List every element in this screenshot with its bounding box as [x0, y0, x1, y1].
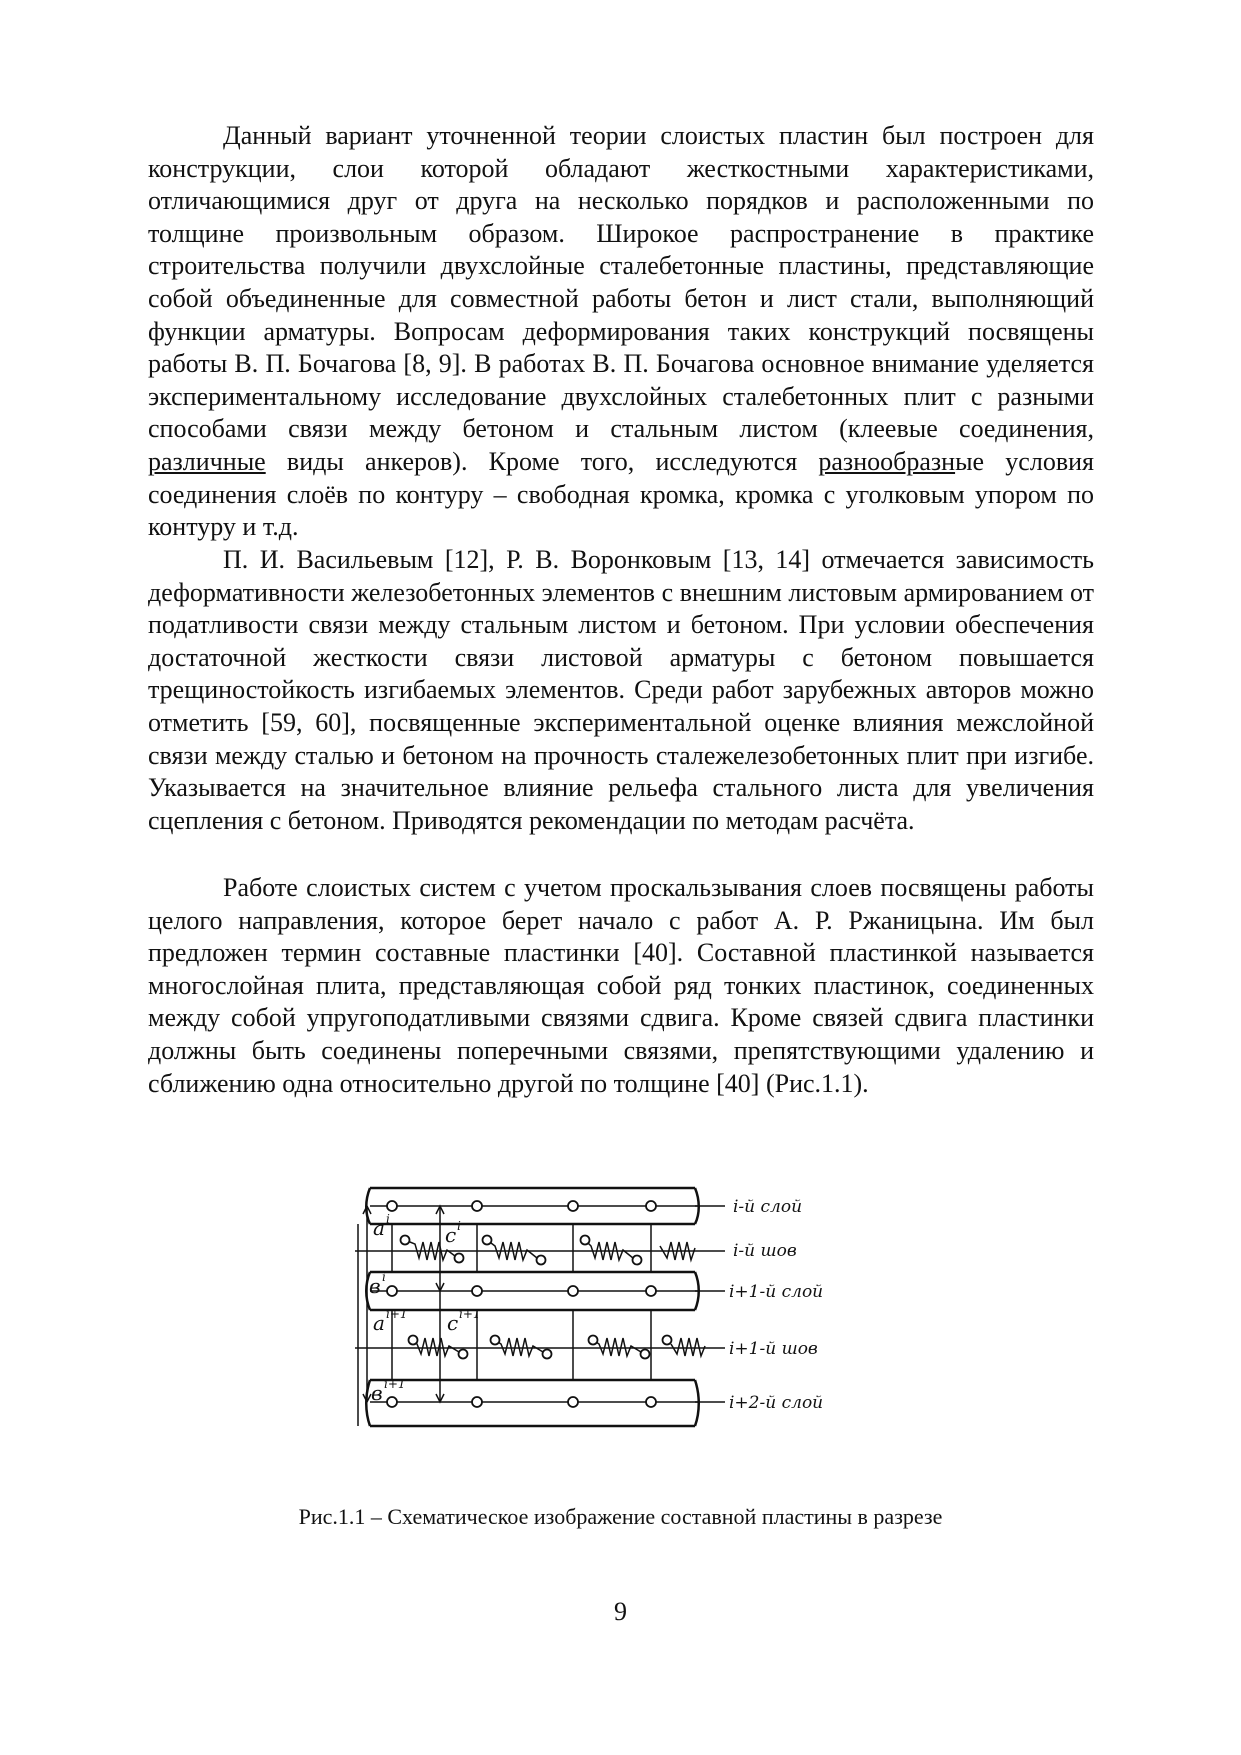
composite-plate-diagram [355, 1180, 915, 1480]
shear-spring [585, 1240, 633, 1260]
node-circle [646, 1286, 656, 1296]
spring-end-circle [581, 1236, 590, 1245]
node-circle [568, 1286, 578, 1296]
spring-end-circle [409, 1336, 418, 1345]
label-seam-i: i-й шов [733, 1241, 797, 1261]
node-circle [387, 1286, 397, 1296]
shear-spring [495, 1338, 543, 1356]
spring-end-circle [641, 1350, 650, 1359]
spring-end-circle [491, 1336, 500, 1345]
shear-spring [413, 1338, 459, 1356]
node-circle [568, 1397, 578, 1407]
node-circle [472, 1286, 482, 1296]
symbol-b-i1: в [371, 1381, 383, 1405]
page-number: 9 [614, 1597, 627, 1626]
node-circle [646, 1397, 656, 1407]
node-circle [387, 1201, 397, 1211]
spring-end-circle [633, 1256, 642, 1265]
paragraph-3-text: Работе слоистых систем с учетом проскальзывания слоев посвящены работы целого направления, которое берет начало с работ А. Р. Ржаницына. Им был предложен термин составные пластинки [40]. Составной пластинкой называется многослойная плита, представляющая собой ряд тонких пластинок, соединенных между собой упругоподатливыми связями сдвига. Кроме связей сдвига пластинки должны быть соединены поперечными связями, препятствующими удалению и сближению одна относительно другой по толщине [40] (Рис.1.1). [148, 873, 1094, 1098]
node-circle [646, 1201, 656, 1211]
symbol-c-i1-sup: i+1 [459, 1307, 481, 1321]
spring-end-circle [537, 1256, 546, 1265]
spring-end-circle [483, 1236, 492, 1245]
paragraph-2-text: П. И. Васильевым [12], Р. В. Воронковым [13, 14] отмечается зависимость деформативности железобетонных элементов с внешним листовым армированием от податливости связи между стальным листом и бетоном. При условии обеспечения достаточной жесткости связи листовой арматуры с бетоном повышается трещиностойкость изгибаемых элементов. Среди работ зарубежных авторов можно отметить [59, 60], посвященные экспериментальной оценке влияния межслойной связи между сталью и бетоном на прочность сталежелезобетонных плит при изгибе. Указывается на значительное влияние рельефа стального листа для увеличения сцепления с бетоном. Приводятся рекомендации по методам расчёта. [148, 545, 1094, 835]
node-circle [472, 1201, 482, 1211]
spring-end-circle [589, 1336, 598, 1345]
paragraph-1-underlined-2: разнообразн [818, 446, 956, 476]
paragraph-1-text-b: виды анкеров). Кроме того, исследуются [265, 446, 819, 476]
symbol-a-i1: a [373, 1311, 385, 1335]
symbol-c-i: c [445, 1223, 457, 1247]
symbol-a-i: a [373, 1216, 385, 1240]
shear-spring [671, 1338, 705, 1356]
paragraph-3 [148, 872, 1094, 1100]
shear-spring [593, 1338, 641, 1356]
shear-spring [487, 1240, 537, 1260]
node-circle [568, 1201, 578, 1211]
symbol-b-i1-sup: i+1 [384, 1377, 406, 1391]
symbol-c-i-sup: i [457, 1219, 461, 1233]
label-layer-i2: i+2-й слой [729, 1393, 824, 1413]
spring-end-circle [663, 1336, 672, 1345]
symbol-b-i: в [369, 1274, 381, 1298]
symbol-b-i-sup: i [382, 1270, 386, 1284]
node-circle [472, 1397, 482, 1407]
label-layer-i1: i+1-й слой [729, 1282, 824, 1302]
spring-end-circle [543, 1350, 552, 1359]
paragraph-1 [148, 120, 1094, 544]
symbol-a-i1-sup: i+1 [386, 1307, 408, 1321]
symbol-c-i1: c [447, 1311, 459, 1335]
paragraph-1-text-c: ые условия соединения слоёв по контуру – свободная кромка, кромка с уголковым упором по контуру и т.д. [148, 446, 1094, 542]
layer-i2-right-edge [695, 1380, 699, 1426]
spring-end-circle [401, 1236, 410, 1245]
label-seam-i1: i+1-й шов [729, 1339, 818, 1359]
node-circle [387, 1397, 397, 1407]
paragraph-1-underlined-1: различные [148, 446, 266, 476]
spring-end-circle [455, 1254, 464, 1263]
symbol-a-i-sup: i [386, 1212, 390, 1226]
label-layer-i: i-й слой [733, 1197, 803, 1217]
figure-caption: Рис.1.1 – Схематическое изображение составной пластины в разрезе [298, 1504, 943, 1529]
spring-end-circle [459, 1350, 468, 1359]
paragraph-2 [148, 544, 1094, 837]
paragraph-1-text-a: Данный вариант уточненной теории слоистых пластин был построен для конструкции, слои которой обладают жесткостными характеристиками, отличающимися друг от друга на несколько порядков и расположенными по толщине произвольным образом. Широкое распространение в практике строительства получили двухслойные сталебетонные пластины, представляющие собой объединенные для совместной работы бетон и лист стали, выполняющий функции арматуры. Вопросам деформирования таких конструкций посвящены работы В. П. Бочагова [8, 9]. В работах В. П. Бочагова основное внимание уделяется экспериментальному исследование двухслойных сталебетонных плит с разными способами связи между бетоном и стальным листом (клеевые соединения, [148, 121, 1094, 444]
figure-composite-plate [355, 1180, 915, 1480]
